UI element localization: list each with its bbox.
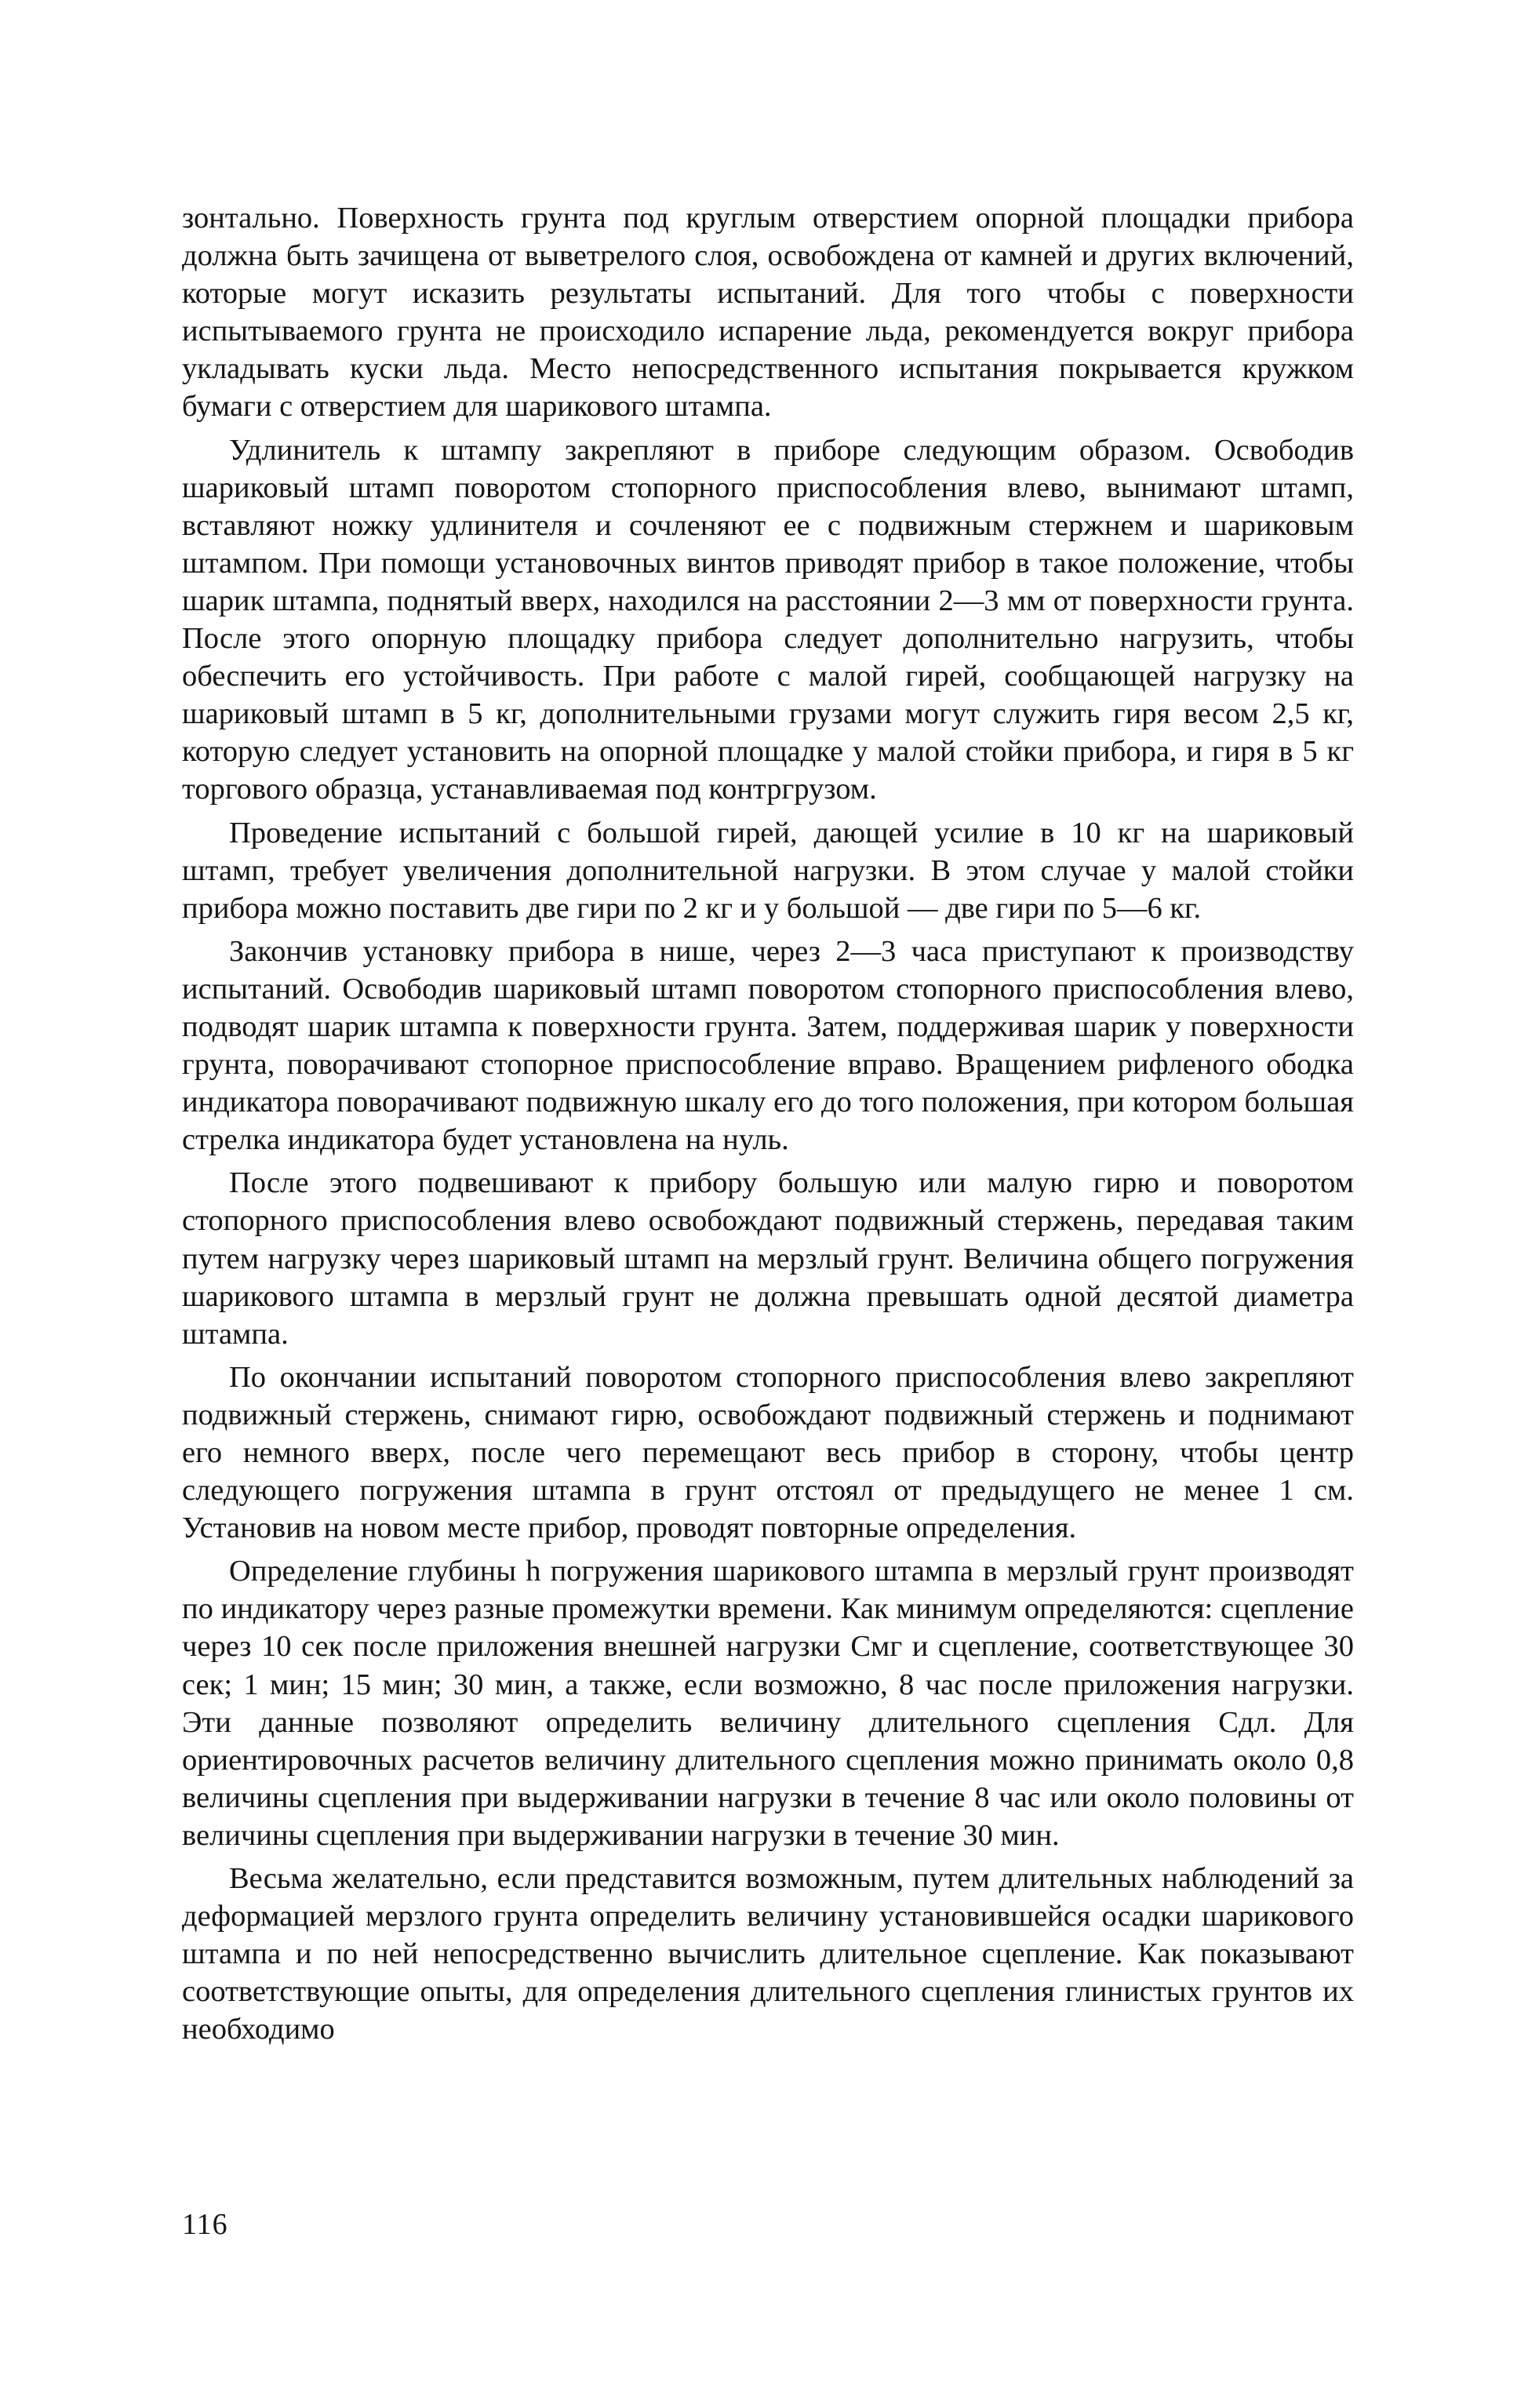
- paragraph-1: зонтально. Поверхность грунта под круглым отверстием опорной площадки прибора должна быть зачищена от выветрелого слоя, освобождена от камней и других включений, которые могут исказить результаты испытаний. Для того чтобы с поверхности испытываемого грунта не происходило испарение льда, рекомендуется вокруг прибора укладывать куски льда. Место непосредственного испытания покрывается кружком бумаги с отверстием для шарикового штампа.: [182, 202, 1354, 424]
- paragraph-8: Весьма желательно, если представится возможным, путем длительных наблюдений за деформацией мерзлого грунта определить величину установившейся осадки шарикового штампа и по ней непосредственно вычислить длительное сцепление. Как показывают соответствующие опыты, для определения длительного сцепления глинистых грунтов их необходимо: [182, 1862, 1354, 2046]
- paragraph-3: Проведение испытаний с большой гирей, дающей усилие в 10 кг на шариковый штамп, требует увеличения дополнительной нагрузки. В этом случае у малой стойки прибора можно поставить две гири по 2 кг и у большой — две гири по 5—6 кг.: [182, 816, 1354, 925]
- paragraph-7: Определение глубины h погружения шарикового штампа в мерзлый грунт производят по индикатору через разные промежутки времени. Как минимум определяются: сцепление через 10 сек после приложения внешней нагрузки Cмг и сцепление, соответствующее 30 сек; 1 мин; 15 мин; 30 мин, а также, если возможно, 8 час после приложения нагрузки. Эти данные позволяют определить величину длительного сцепления Cдл. Для ориентировочных расчетов величину длительного сцепления можно принимать около 0,8 величины сцепления при выдерживании нагрузки в течение 8 час или около половины от величины сцепления при выдерживании нагрузки в течение 30 мин.: [182, 1555, 1354, 1852]
- paragraph-4: Закончив установку прибора в нише, через 2—3 часа приступают к производству испытаний. Освободив шариковый штамп поворотом стопорного приспособления влево, подводят шарик штампа к поверхности грунта. Затем, поддерживая шарик у поверхности грунта, поворачивают стопорное приспособление вправо. Вращением рифленого ободка индикатора поворачивают подвижную шкалу его до того положения, при котором большая стрелка индикатора будет установлена на нуль.: [182, 934, 1354, 1157]
- page-number: 116: [182, 2208, 228, 2241]
- paragraph-2: Удлинитель к штампу закрепляют в приборе следующим образом. Освободив шариковый штамп поворотом стопорного приспособления влево, вынимают штамп, вставляют ножку удлинителя и сочленяют ее с подвижным стержнем и шариковым штампом. При помощи установочных винтов приводят прибор в такое положение, чтобы шарик штампа, поднятый вверх, находился на расстоянии 2—3 мм от поверхности грунта. После этого опорную площадку прибора следует дополнительно нагрузить, чтобы обеспечить его устойчивость. При работе с малой гирей, сообщающей нагрузку на шариковый штамп в 5 кг, дополнительными грузами могут служить гиря весом 2,5 кг, которую следует установить на опорной площадке у малой стойки прибора, и гиря в 5 кг торгового образца, устанавливаемая под контргрузом.: [182, 433, 1354, 806]
- body-text: [182, 199, 1354, 2049]
- paragraph-6: По окончании испытаний поворотом стопорного приспособления влево закрепляют подвижный стержень, снимают гирю, освобождают подвижный стержень и поднимают его немного вверх, после чего перемещают весь прибор в сторону, чтобы центр следующего погружения штампа в грунт отстоял от предыдущего не менее 1 см. Установив на новом месте прибор, проводят повторные определения.: [182, 1360, 1354, 1545]
- paragraph-5: После этого подвешивают к прибору большую или малую гирю и поворотом стопорного приспособления влево освобождают подвижный стержень, передавая таким путем нагрузку через шариковый штамп на мерзлый грунт. Величина общего погружения шарикового штампа в мерзлый грунт не должна превышать одной десятой диаметра штампа.: [182, 1166, 1354, 1351]
